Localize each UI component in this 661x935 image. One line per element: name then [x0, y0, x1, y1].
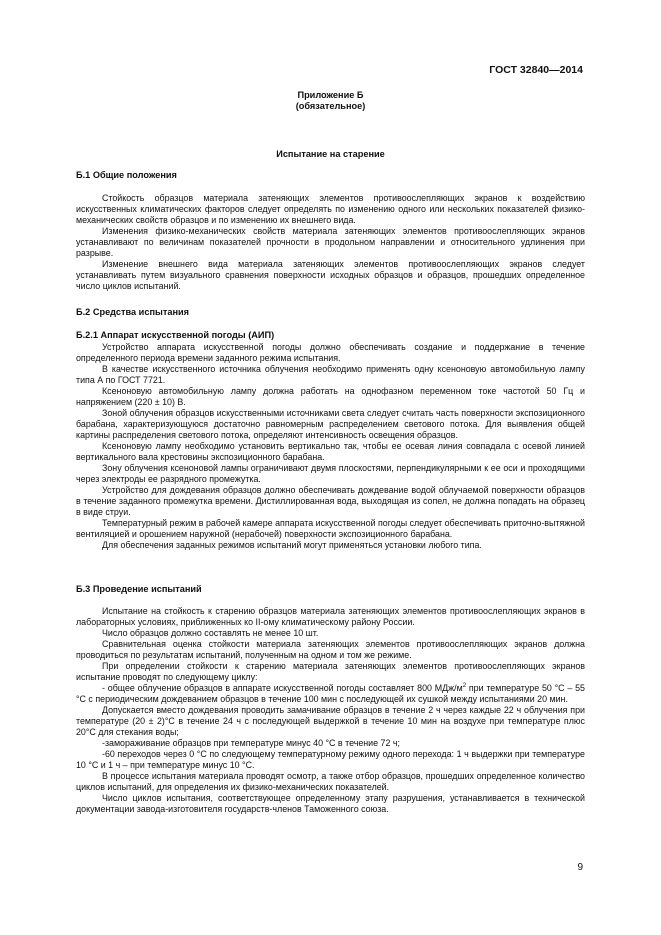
paragraph: Допускается вместо дождевания проводить замачивание образцов в течение 2 ч через каждые 22 ч облучения при температуре (20 ± 2)°С в течение 24 ч с последующей выдержкой в течение 10 мин на воздухе при температуре плюс 20°С для стекания воды;	[76, 705, 585, 737]
paragraph: В качестве искусственного источника облучения необходимо применять одну ксеноновую автомобильную лампу типа А по ГОСТ 7721.	[76, 364, 585, 385]
heading-b3: Б.3 Проведение испытаний	[76, 584, 202, 594]
paragraph: Для обеспечения заданных режимов испытаний могут применяться установки любого типа.	[102, 540, 482, 550]
paragraph: Зоной облучения образцов искусственными источниками света следует считать часть поверхности экспозиционного барабана, характеризующуюся достаточно равномерным распределением светового потока. Для выявления общей картины распределения светового потока, определяют интенсивность освещения образцов.	[76, 408, 585, 440]
paragraph: Изменения физико-механических свойств материала затеняющих элементов противоослепляющих экранов устанавливают по величинам показателей прочности в продольном направлении и относительного удлинения при разрыве.	[76, 226, 585, 258]
paragraph: Ксеноновую лампу необходимо установить вертикально так, чтобы ее осевая линия совпадала с осевой линией вертикального вала крестовины экспозиционного барабана.	[76, 441, 585, 462]
paragraph: Сравнительная оценка стойкости материала затеняющих элементов противоослепляющих экранов должна проводиться по результатам испытаний, полученным на одном и том же режиме.	[76, 639, 585, 660]
section-b2-text	[76, 342, 585, 551]
paragraph: Число образцов должно составлять не менее 10 шт.	[102, 628, 319, 638]
paragraph	[76, 683, 585, 705]
paragraph: Устройство для дождевания образцов должно обеспечивать дождевание водой облучаемой поверхности образцов в течение заданного промежутка времени. Дистиллированная вода, выходящая из сопел, не должна попадать на образец в виде струи.	[76, 485, 585, 517]
paragraph: -60 переходов через 0 °С по следующему температурному режиму одного перехода: 1 ч выдержки при температуре 10 °С и 1 ч – при температуре минус 10 °С.	[76, 749, 585, 770]
section-main-title: Испытание на старение	[276, 149, 385, 159]
text-run: при температуре 50 °С – 55 °С с периодическим дождеванием образцов в течение 100 мин с последующей их сушкой между испытаниями 20 мин.	[76, 683, 585, 704]
paragraph: Зону облучения ксеноновой лампы ограничивают двумя плоскостями, перпендикулярными к ее оси и проходящими через электроды ее разрядного промежутка.	[76, 463, 585, 484]
paragraph: Изменение внешнего вида материала затеняющих элементов противоослепляющих экранов следует устанавливать путем визуального сравнения поверхности исходных образцов и образцов, прошедших определенное число циклов испытаний.	[76, 259, 585, 291]
section-b1-text	[76, 193, 585, 292]
appendix-title: Приложение Б	[297, 90, 364, 100]
paragraph: Температурный режим в рабочей камере аппарата искусственной погоды следует обеспечивать приточно-вытяжной вентиляцией и орошением наружной (нерабочей) поверхности экспозиционного барабана.	[76, 518, 585, 539]
paragraph: Испытание на стойкость к старению образцов материала затеняющих элементов противоослепляющих экранов в лабораторных условиях, приближенных ко II-ому климатическому району России.	[76, 606, 585, 627]
text-run: - общее облучение образцов в аппарате искусственной погоды составляет 800 МДж/м	[102, 683, 463, 693]
paragraph: Устройство аппарата искусственной погоды должно обеспечивать создание и поддержание в течение определенного периода времени заданного режима испытания.	[76, 342, 585, 363]
document-code: ГОСТ 32840—2014	[489, 64, 583, 76]
section-b3-text	[76, 606, 585, 815]
heading-b1: Б.1 Общие положения	[76, 170, 177, 180]
page-number: 9	[577, 862, 583, 873]
paragraph: Стойкость образцов материала затеняющих элементов противоослепляющих экранов к воздействию искусственных климатических факторов следует определять по изменению одного или нескольких показателей физико-механических свойств образцов и по изменению их внешнего вида.	[76, 193, 585, 225]
paragraph: При определении стойкости к старению материала затеняющих элементов противоослепляющих экранов испытание проводят по следующему циклу:	[76, 661, 585, 682]
appendix-status: (обязательное)	[295, 101, 366, 111]
paragraph: В процессе испытания материала проводят осмотр, а также отбор образцов, прошедших определенное количество циклов испытаний, для определения их физико-механических показателей.	[76, 771, 585, 792]
heading-b2: Б.2 Средства испытания	[76, 307, 190, 317]
paragraph: Ксеноновую автомобильную лампу должна работать на однофазном переменном токе частотой 50 Гц и напряжением (220 ± 10) В.	[76, 386, 585, 407]
paragraph: Число циклов испытания, соответствующее определенному этапу разрушения, устанавливается в технической документации завода-изготовителя государств-членов Таможенного союза.	[76, 793, 585, 814]
paragraph: -замораживание образцов при температуре минус 40 °С в течение 72 ч;	[102, 738, 400, 748]
superscript: 2	[462, 683, 467, 690]
heading-b2-1: Б.2.1 Аппарат искусственной погоды (АИП)	[76, 330, 275, 340]
